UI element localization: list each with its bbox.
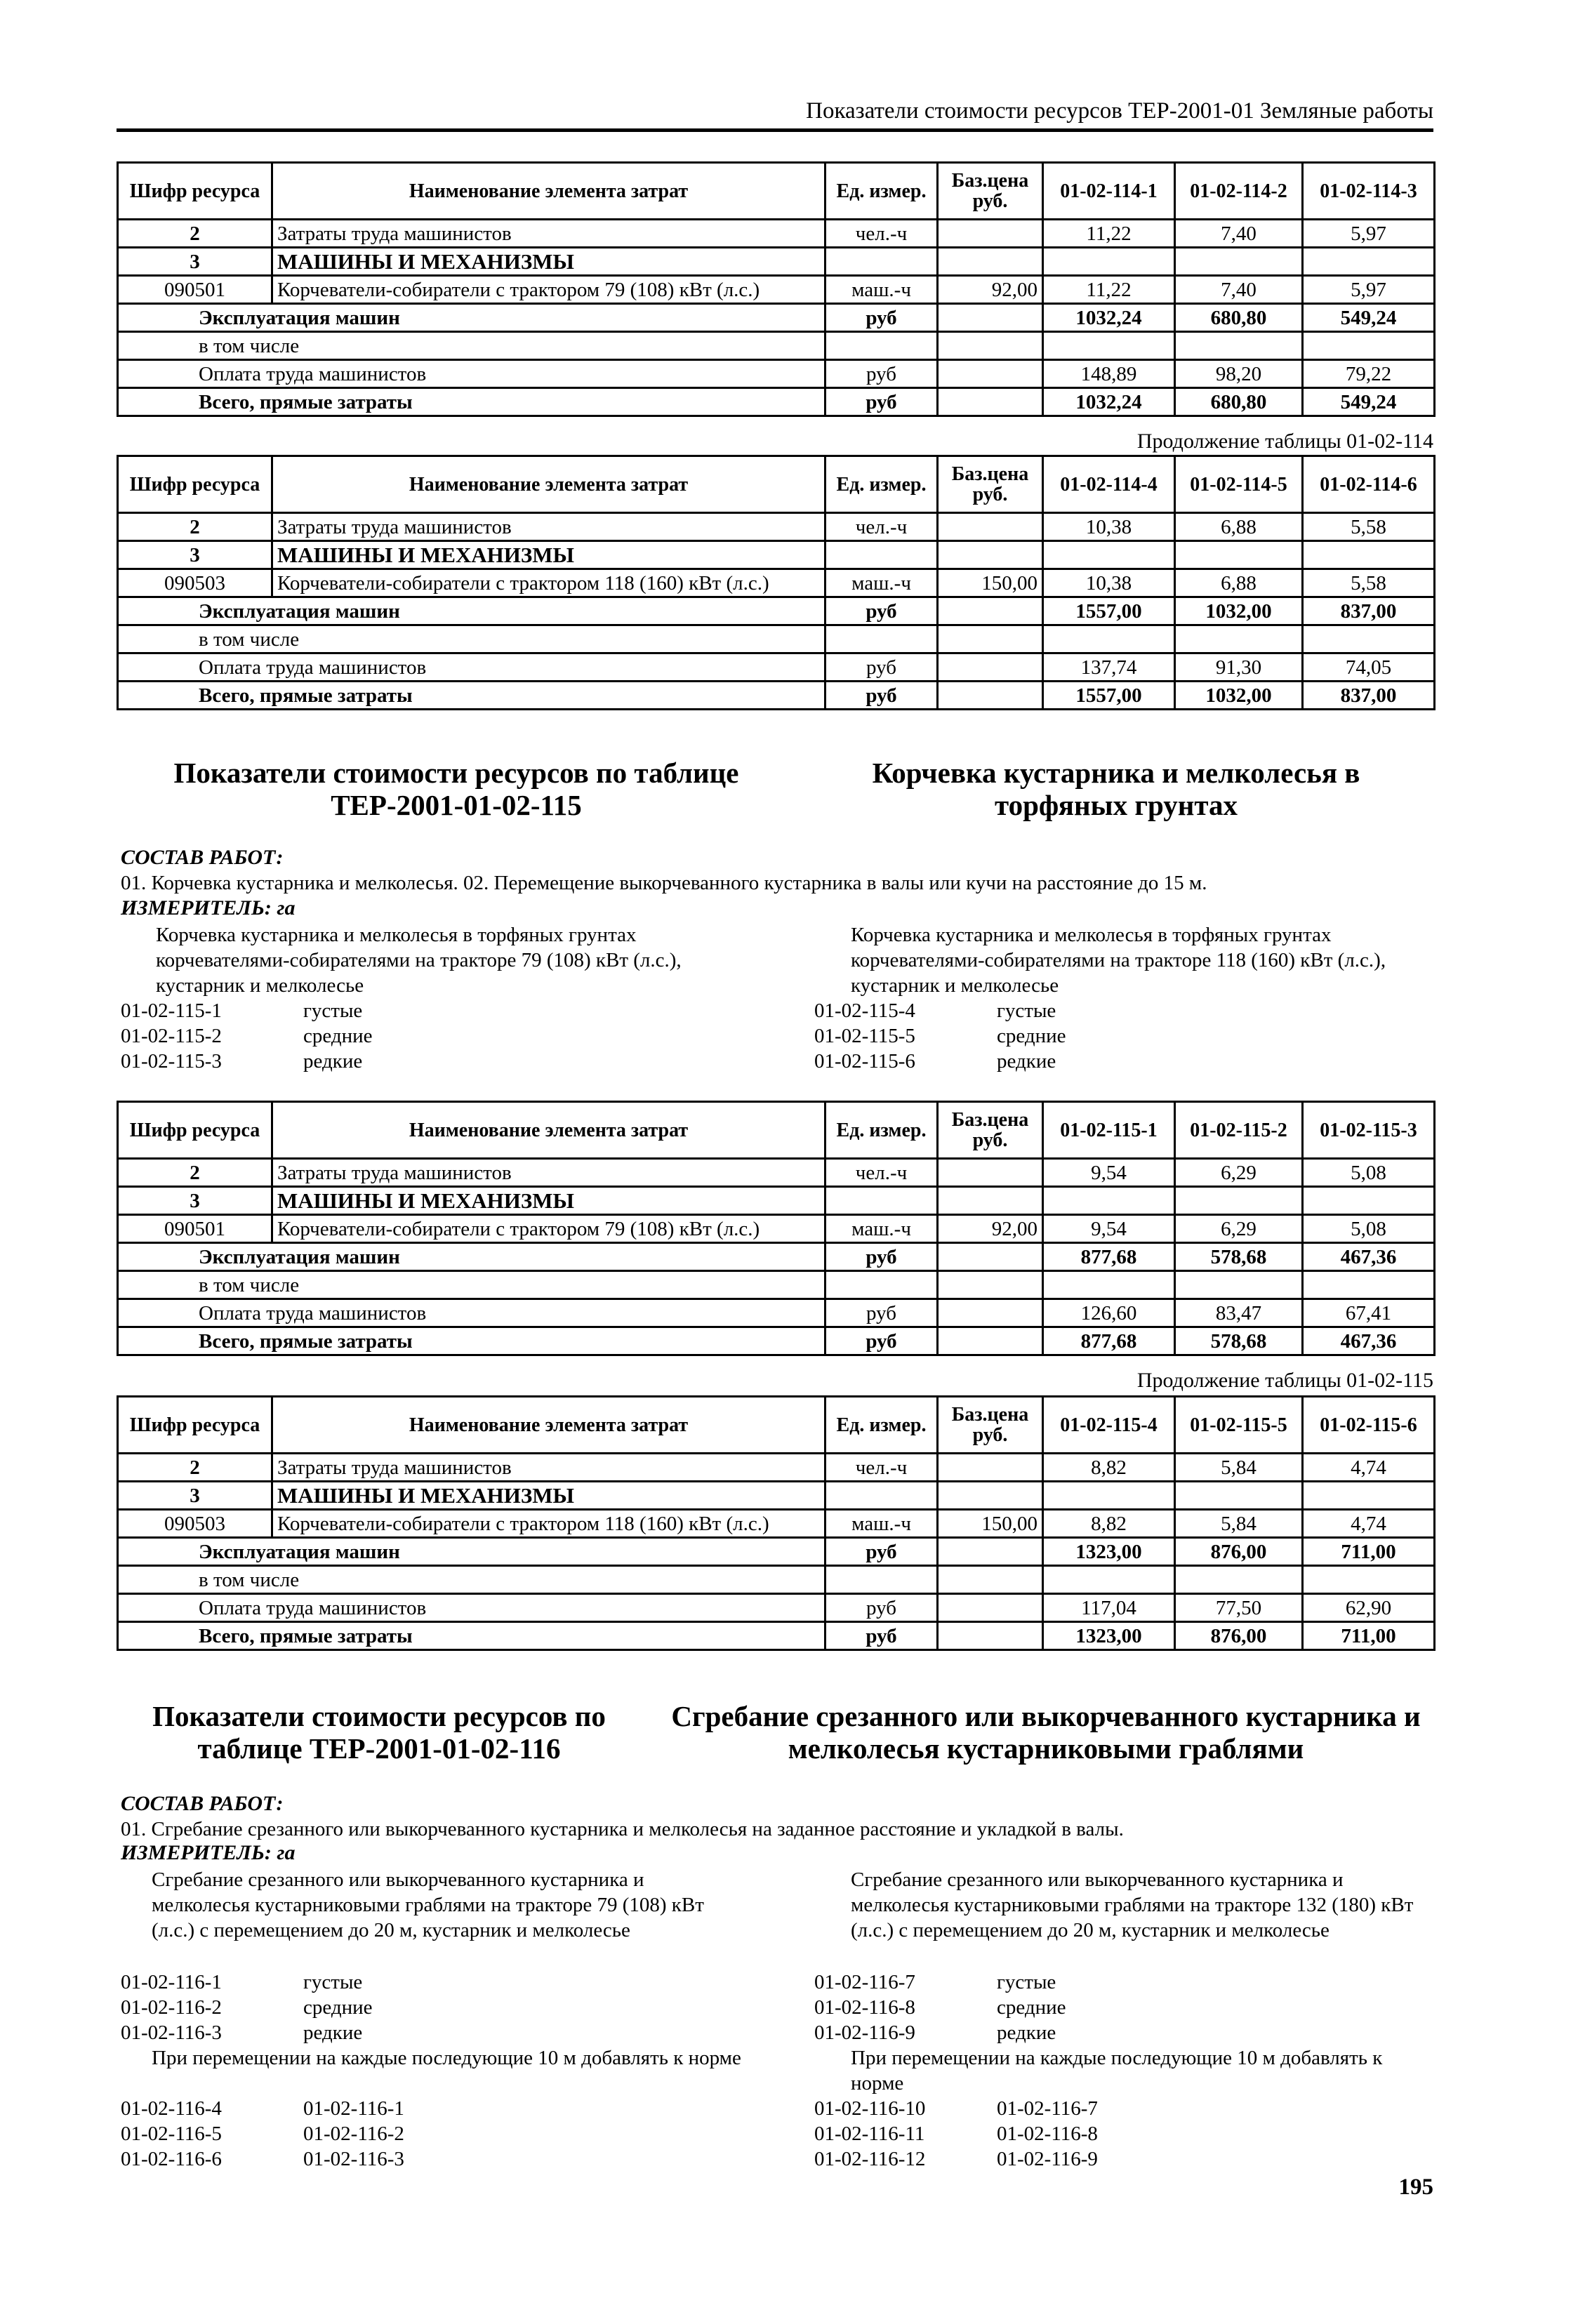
norm-code-row	[814, 1049, 1056, 1074]
row-name: в том числе	[118, 1271, 826, 1299]
table-row	[118, 1594, 1435, 1622]
resource-table-115-part1	[117, 1101, 1436, 1356]
col-header-price: Баз.цена руб.	[938, 456, 1043, 513]
composition-text: 01. Корчевка кустарника и мелколесья. 02. Перемещение выкорчеванного кустарника в валы или кучи на расстояние до 15 м.	[121, 872, 1207, 894]
norm-code-row	[121, 2020, 362, 2045]
row-value: 11,22	[1043, 276, 1175, 304]
row-price	[938, 220, 1043, 248]
right-description: Сгребание срезанного или выкорчеванного кустарника и мелколесья кустарниковыми граблями на тракторе 132 (180) кВт (л.с.) с перемещением до 20 м, кустарник и мелколесье	[851, 1868, 1414, 1941]
table-row	[118, 304, 1435, 332]
norm-code: 01-02-116-3	[121, 2021, 222, 2044]
row-code: 3	[118, 248, 272, 276]
table-row	[118, 541, 1435, 569]
row-value: 10,38	[1043, 569, 1175, 597]
row-name: Корчеватели-собиратели с трактором 118 (160) кВт (л.с.)	[272, 569, 826, 597]
row-unit: руб	[826, 653, 938, 682]
row-name: Затраты труда машинистов	[272, 220, 826, 248]
col-header-unit: Ед. измер.	[826, 1102, 938, 1159]
row-value: 5,58	[1303, 513, 1435, 541]
composition-label: СОСТАВ РАБОТ:	[121, 846, 284, 869]
row-value: 7,40	[1175, 276, 1303, 304]
table-row	[118, 1482, 1435, 1510]
row-value: 126,60	[1043, 1299, 1175, 1327]
base-norm-code: 01-02-116-3	[303, 2148, 404, 2170]
section-title-right: Корчевка кустарника и мелколесья в торфяных грунтах	[872, 757, 1360, 821]
row-name: Эксплуатация машин	[118, 1538, 826, 1566]
row-name: МАШИНЫ И МЕХАНИЗМЫ	[272, 1187, 826, 1215]
col-header-name: Наименование элемента затрат	[272, 163, 826, 220]
row-unit: чел.-ч	[826, 1454, 938, 1482]
row-value: 91,30	[1175, 653, 1303, 682]
norm-label: средние	[997, 1996, 1066, 2019]
norm-code: 01-02-115-6	[814, 1050, 915, 1073]
row-code: 3	[118, 1187, 272, 1215]
norm-code: 01-02-115-3	[121, 1050, 222, 1073]
row-unit: чел.-ч	[826, 1159, 938, 1187]
col-header-norm: 01-02-114-3	[1303, 163, 1435, 220]
norm-code-row	[121, 1049, 362, 1074]
row-code: 3	[118, 541, 272, 569]
norm-label: густые	[997, 1000, 1056, 1022]
row-value: 5,97	[1303, 220, 1435, 248]
row-value: 10,38	[1043, 513, 1175, 541]
row-value: 837,00	[1303, 597, 1435, 625]
row-name: Всего, прямые затраты	[118, 1327, 826, 1355]
col-header-norm: 01-02-114-4	[1043, 456, 1175, 513]
table-row	[118, 1327, 1435, 1355]
table-row	[118, 1243, 1435, 1271]
row-name: Всего, прямые затраты	[118, 682, 826, 710]
table-header-row	[118, 1397, 1435, 1454]
row-value: 549,24	[1303, 388, 1435, 416]
norm-label: средние	[303, 1996, 373, 2019]
row-code: 090503	[118, 1510, 272, 1538]
norm-label: густые	[997, 1971, 1056, 1993]
col-header-name: Наименование элемента затрат	[272, 456, 826, 513]
row-unit: руб	[826, 1594, 938, 1622]
row-value: 1032,00	[1175, 682, 1303, 710]
row-price: 150,00	[938, 569, 1043, 597]
row-name: Всего, прямые затраты	[118, 388, 826, 416]
row-value: 578,68	[1175, 1327, 1303, 1355]
norm-code: 01-02-116-8	[814, 1996, 915, 2019]
row-unit: чел.-ч	[826, 513, 938, 541]
row-value: 1557,00	[1043, 682, 1175, 710]
norm-code: 01-02-115-5	[814, 1025, 915, 1047]
row-value: 1032,24	[1043, 388, 1175, 416]
norm-code: 01-02-116-5	[121, 2123, 222, 2145]
row-code: 090501	[118, 1215, 272, 1243]
row-unit: маш.-ч	[826, 1215, 938, 1243]
col-header-code: Шифр ресурса	[118, 1397, 272, 1454]
norm-code-row	[814, 2020, 1056, 2045]
row-value: 98,20	[1175, 360, 1303, 388]
row-code: 090501	[118, 276, 272, 304]
col-header-norm: 01-02-114-5	[1175, 456, 1303, 513]
running-header: Показатели стоимости ресурсов ТЕР-2001-01 Земляные работы	[806, 98, 1433, 124]
col-header-norm: 01-02-114-1	[1043, 163, 1175, 220]
continuation-label: Продолжение таблицы 01-02-114	[1136, 430, 1433, 453]
row-name: в том числе	[118, 332, 826, 360]
table-row	[118, 1622, 1435, 1650]
resource-table-114-part2	[117, 455, 1436, 710]
table-row	[118, 1566, 1435, 1594]
col-header-unit: Ед. измер.	[826, 1397, 938, 1454]
row-value: 876,00	[1175, 1622, 1303, 1650]
norm-code: 01-02-116-6	[121, 2148, 222, 2170]
table-row	[118, 220, 1435, 248]
row-value: 148,89	[1043, 360, 1175, 388]
norm-code-row	[814, 1995, 1066, 2020]
resource-table-115-part2	[117, 1395, 1436, 1651]
row-value: 680,80	[1175, 388, 1303, 416]
table-header-row	[118, 1102, 1435, 1159]
col-header-code: Шифр ресурса	[118, 163, 272, 220]
col-header-name: Наименование элемента затрат	[272, 1102, 826, 1159]
row-unit: руб	[826, 1622, 938, 1650]
row-value: 6,88	[1175, 569, 1303, 597]
table-row	[118, 1538, 1435, 1566]
section-title-right: Сгребание срезанного или выкорчеванного кустарника и мелколесья кустарниковыми граблями	[671, 1700, 1421, 1765]
row-name: в том числе	[118, 625, 826, 653]
composition-label: СОСТАВ РАБОТ:	[121, 1792, 284, 1815]
norm-code-row	[814, 998, 1056, 1023]
table-row	[118, 653, 1435, 682]
table-row	[118, 1510, 1435, 1538]
norm-label: густые	[303, 1971, 363, 1993]
row-value: 67,41	[1303, 1299, 1435, 1327]
table-header-row	[118, 163, 1435, 220]
table-row	[118, 569, 1435, 597]
row-name: Оплата труда машинистов	[118, 360, 826, 388]
continuation-label: Продолжение таблицы 01-02-115	[1136, 1369, 1433, 1392]
norm-code: 01-02-116-11	[814, 2123, 925, 2145]
row-value: 876,00	[1175, 1538, 1303, 1566]
row-unit: руб	[826, 1327, 938, 1355]
row-value: 5,58	[1303, 569, 1435, 597]
row-value: 5,08	[1303, 1215, 1435, 1243]
meter-label: ИЗМЕРИТЕЛЬ: га	[121, 1841, 296, 1864]
base-norm-code: 01-02-116-8	[997, 2123, 1098, 2145]
row-value: 6,88	[1175, 513, 1303, 541]
section-title-left: Показатели стоимости ресурсов по таблице ТЕР-2001-01-02-116	[152, 1700, 606, 1765]
col-header-unit: Ед. измер.	[826, 456, 938, 513]
header-rule	[117, 128, 1433, 132]
add-note-right: При перемещении на каждые последующие 10 м добавлять к норме	[851, 2047, 1383, 2094]
col-header-price: Баз.цена руб.	[938, 1397, 1043, 1454]
row-price: 150,00	[938, 1510, 1043, 1538]
right-description: Корчевка кустарника и мелколесья в торфяных грунтах корчевателями-собирателями на тракторе 118 (160) кВт (л.с.), кустарник и мелколесье	[851, 924, 1386, 997]
row-name: Оплата труда машинистов	[118, 1299, 826, 1327]
norm-code: 01-02-115-4	[814, 1000, 915, 1022]
row-name: Корчеватели-собиратели с трактором 79 (108) кВт (л.с.)	[272, 1215, 826, 1243]
resource-table-114-part1	[117, 161, 1436, 417]
row-value: 1557,00	[1043, 597, 1175, 625]
section-title-left: Показатели стоимости ресурсов по таблице ТЕР-2001-01-02-115	[173, 757, 739, 821]
row-value: 5,84	[1175, 1454, 1303, 1482]
row-name: Оплата труда машинистов	[118, 1594, 826, 1622]
table-row	[118, 513, 1435, 541]
norm-code: 01-02-116-9	[814, 2021, 915, 2044]
row-name: Оплата труда машинистов	[118, 653, 826, 682]
row-value: 1032,00	[1175, 597, 1303, 625]
row-code: 2	[118, 1454, 272, 1482]
add-code-row	[121, 2146, 404, 2172]
row-name: Корчеватели-собиратели с трактором 118 (160) кВт (л.с.)	[272, 1510, 826, 1538]
col-header-norm: 01-02-115-1	[1043, 1102, 1175, 1159]
table-row	[118, 597, 1435, 625]
add-code-row	[814, 2096, 1098, 2121]
table-header-row	[118, 456, 1435, 513]
row-value: 837,00	[1303, 682, 1435, 710]
col-header-price: Баз.цена руб.	[938, 1102, 1043, 1159]
table-row	[118, 625, 1435, 653]
table-row	[118, 1187, 1435, 1215]
add-code-row	[121, 2096, 404, 2121]
table-row	[118, 1159, 1435, 1187]
row-value: 79,22	[1303, 360, 1435, 388]
row-name: Эксплуатация машин	[118, 304, 826, 332]
norm-label: редкие	[303, 2021, 363, 2044]
row-unit: руб	[826, 388, 938, 416]
row-name: МАШИНЫ И МЕХАНИЗМЫ	[272, 541, 826, 569]
norm-code-row	[121, 1970, 362, 1995]
row-price: 92,00	[938, 276, 1043, 304]
col-header-norm: 01-02-115-6	[1303, 1397, 1435, 1454]
row-value: 8,82	[1043, 1510, 1175, 1538]
row-unit: чел.-ч	[826, 220, 938, 248]
table-row	[118, 332, 1435, 360]
row-name: Затраты труда машинистов	[272, 1454, 826, 1482]
row-unit: руб	[826, 1299, 938, 1327]
norm-code-row	[814, 1970, 1056, 1995]
left-description: Корчевка кустарника и мелколесья в торфяных грунтах корчевателями-собирателями на тракторе 79 (108) кВт (л.с.), кустарник и мелколесье	[156, 924, 682, 997]
table-row	[118, 248, 1435, 276]
table-row	[118, 1215, 1435, 1243]
row-unit: руб	[826, 597, 938, 625]
row-unit: маш.-ч	[826, 569, 938, 597]
col-header-norm: 01-02-114-6	[1303, 456, 1435, 513]
base-norm-code: 01-02-116-1	[303, 2097, 404, 2120]
col-header-unit: Ед. измер.	[826, 163, 938, 220]
col-header-norm: 01-02-115-4	[1043, 1397, 1175, 1454]
col-header-norm: 01-02-115-3	[1303, 1102, 1435, 1159]
table-row	[118, 276, 1435, 304]
base-norm-code: 01-02-116-9	[997, 2148, 1098, 2170]
row-name: Эксплуатация машин	[118, 1243, 826, 1271]
row-value: 137,74	[1043, 653, 1175, 682]
row-value: 5,97	[1303, 276, 1435, 304]
row-value: 117,04	[1043, 1594, 1175, 1622]
row-name: Затраты труда машинистов	[272, 513, 826, 541]
row-name: Эксплуатация машин	[118, 597, 826, 625]
row-value: 9,54	[1043, 1215, 1175, 1243]
row-value: 549,24	[1303, 304, 1435, 332]
row-value: 6,29	[1175, 1159, 1303, 1187]
row-price: 92,00	[938, 1215, 1043, 1243]
row-name: МАШИНЫ И МЕХАНИЗМЫ	[272, 1482, 826, 1510]
add-code-row	[814, 2121, 1098, 2146]
norm-code: 01-02-116-4	[121, 2097, 222, 2120]
page-number: 195	[1398, 2174, 1433, 2200]
row-code: 3	[118, 1482, 272, 1510]
norm-code: 01-02-116-2	[121, 1996, 222, 2019]
table-row	[118, 1271, 1435, 1299]
table-row	[118, 360, 1435, 388]
norm-code-row	[121, 998, 362, 1023]
row-name: в том числе	[118, 1566, 826, 1594]
col-header-price: Баз.цена руб.	[938, 163, 1043, 220]
norm-code: 01-02-115-2	[121, 1025, 222, 1047]
table-row	[118, 682, 1435, 710]
row-code: 2	[118, 220, 272, 248]
row-value: 8,82	[1043, 1454, 1175, 1482]
row-value: 5,84	[1175, 1510, 1303, 1538]
row-value: 77,50	[1175, 1594, 1303, 1622]
row-code: 090503	[118, 569, 272, 597]
composition-text: 01. Сгребание срезанного или выкорчеванного кустарника и мелколесья на заданное расстояние и укладкой в валы.	[121, 1818, 1124, 1840]
row-value: 711,00	[1303, 1538, 1435, 1566]
row-value: 6,29	[1175, 1215, 1303, 1243]
norm-label: средние	[997, 1025, 1066, 1047]
col-header-norm: 01-02-115-2	[1175, 1102, 1303, 1159]
norm-code-row	[814, 1023, 1066, 1049]
row-name: МАШИНЫ И МЕХАНИЗМЫ	[272, 248, 826, 276]
row-unit: руб	[826, 360, 938, 388]
norm-code: 01-02-116-10	[814, 2097, 926, 2120]
add-code-row	[121, 2121, 404, 2146]
row-value: 5,08	[1303, 1159, 1435, 1187]
row-value: 62,90	[1303, 1594, 1435, 1622]
row-code: 2	[118, 1159, 272, 1187]
norm-code: 01-02-116-12	[814, 2148, 926, 2170]
row-value: 1032,24	[1043, 304, 1175, 332]
norm-code: 01-02-115-1	[121, 1000, 222, 1022]
row-value: 9,54	[1043, 1159, 1175, 1187]
row-value: 578,68	[1175, 1243, 1303, 1271]
row-name: Всего, прямые затраты	[118, 1622, 826, 1650]
meter-label: ИЗМЕРИТЕЛЬ: га	[121, 896, 296, 919]
add-note-left: При перемещении на каждые последующие 10 м добавлять к норме	[152, 2047, 741, 2069]
row-value: 4,74	[1303, 1510, 1435, 1538]
norm-label: средние	[303, 1025, 373, 1047]
norm-label: редкие	[303, 1050, 363, 1073]
left-description: Сгребание срезанного или выкорчеванного кустарника и мелколесья кустарниковыми граблями на тракторе 79 (108) кВт (л.с.) с перемещением до 20 м, кустарник и мелколесье	[152, 1868, 704, 1941]
norm-label: густые	[303, 1000, 363, 1022]
row-value: 877,68	[1043, 1327, 1175, 1355]
row-value: 11,22	[1043, 220, 1175, 248]
row-unit: маш.-ч	[826, 276, 938, 304]
base-norm-code: 01-02-116-2	[303, 2123, 404, 2145]
row-value: 877,68	[1043, 1243, 1175, 1271]
row-value: 4,74	[1303, 1454, 1435, 1482]
row-value: 74,05	[1303, 653, 1435, 682]
norm-label: редкие	[997, 1050, 1056, 1073]
norm-code: 01-02-116-1	[121, 1971, 222, 1993]
row-value: 1323,00	[1043, 1622, 1175, 1650]
norm-code-row	[121, 1023, 373, 1049]
col-header-code: Шифр ресурса	[118, 456, 272, 513]
row-value: 467,36	[1303, 1327, 1435, 1355]
norm-code: 01-02-116-7	[814, 1971, 915, 1993]
table-row	[118, 1454, 1435, 1482]
table-row	[118, 388, 1435, 416]
row-unit: маш.-ч	[826, 1510, 938, 1538]
row-code: 2	[118, 513, 272, 541]
row-value: 711,00	[1303, 1622, 1435, 1650]
row-name: Затраты труда машинистов	[272, 1159, 826, 1187]
row-unit: руб	[826, 682, 938, 710]
col-header-name: Наименование элемента затрат	[272, 1397, 826, 1454]
col-header-norm: 01-02-114-2	[1175, 163, 1303, 220]
base-norm-code: 01-02-116-7	[997, 2097, 1098, 2120]
col-header-code: Шифр ресурса	[118, 1102, 272, 1159]
row-unit: руб	[826, 1538, 938, 1566]
row-unit: руб	[826, 1243, 938, 1271]
norm-code-row	[121, 1995, 373, 2020]
row-value: 7,40	[1175, 220, 1303, 248]
add-code-row	[814, 2146, 1098, 2172]
row-value: 1323,00	[1043, 1538, 1175, 1566]
row-value: 680,80	[1175, 304, 1303, 332]
row-value: 83,47	[1175, 1299, 1303, 1327]
row-unit: руб	[826, 304, 938, 332]
row-name: Корчеватели-собиратели с трактором 79 (108) кВт (л.с.)	[272, 276, 826, 304]
norm-label: редкие	[997, 2021, 1056, 2044]
col-header-norm: 01-02-115-5	[1175, 1397, 1303, 1454]
row-value: 467,36	[1303, 1243, 1435, 1271]
table-row	[118, 1299, 1435, 1327]
